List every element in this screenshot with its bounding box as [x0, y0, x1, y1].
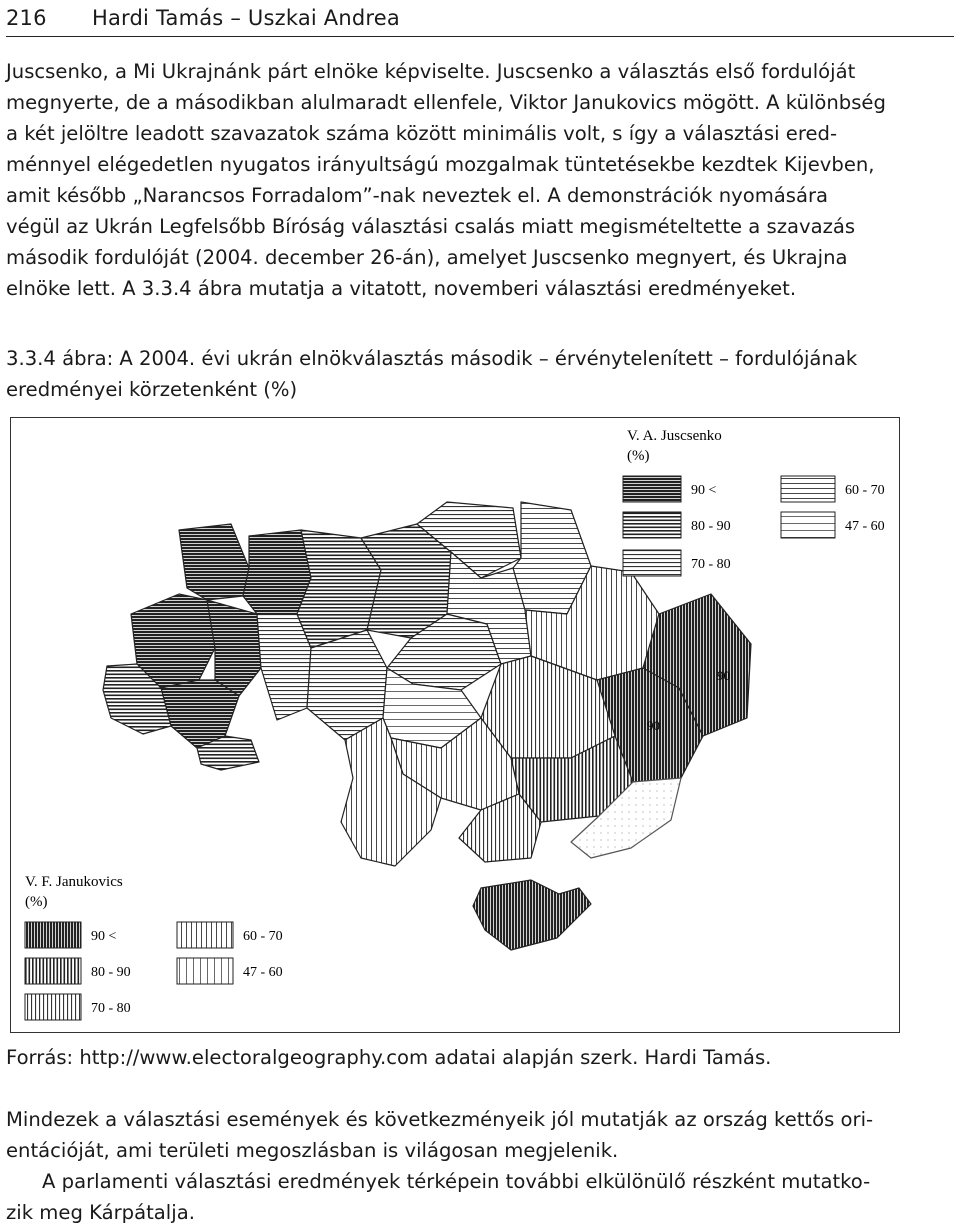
map-label-luhansk: 90 [717, 668, 730, 683]
text-line: a két jelöltre leadott szavazatok száma között minimális volt, s így a választási ered- [6, 122, 838, 145]
text-line: Mindezek a választási események és következményeik jól mutatják az ország kettős ori- [6, 1108, 874, 1131]
region-crimea [473, 880, 591, 950]
legend-swatch [25, 994, 81, 1020]
ukraine-map [11, 418, 899, 1032]
legend-swatch [623, 550, 681, 576]
map-label-donetsk: 90 [647, 718, 660, 733]
legend-swatch [623, 512, 681, 538]
legend-label: 47 - 60 [243, 965, 283, 980]
page-number: 216 [6, 6, 47, 30]
body-paragraph-3 [6, 1166, 954, 1228]
text-line: második fordulóját (2004. december 26-án), amelyet Juscsenko megnyert, és Ukrajna [6, 246, 848, 269]
legend-swatch [25, 922, 81, 948]
text-line: végül az Ukrán Legfelsőbb Bíróság választási csalás miatt megismételtette a szavazás [6, 215, 856, 238]
legend-title: V. A. Juscsenko [627, 428, 722, 444]
text-line: ménnyel elégedetlen nyugatos irányultságú mozgalmak tüntetésekbe kezdtek Kijevben, [6, 153, 875, 176]
caption-line: 3.3.4 ábra: A 2004. évi ukrán elnökválasztás második – érvénytelenített – fordulójának [6, 347, 858, 370]
region-rivne [243, 530, 311, 614]
legend-swatch [25, 958, 81, 984]
legend-unit: (%) [627, 448, 650, 464]
body-paragraph-1 [6, 56, 954, 304]
running-header [6, 0, 954, 37]
legend-swatch [623, 476, 681, 502]
legend-label: 60 - 70 [243, 929, 283, 944]
legend-label: 80 - 90 [691, 519, 731, 534]
figure-caption [6, 343, 954, 405]
election-map-figure [10, 417, 900, 1033]
legend-yanukovych [25, 874, 283, 1020]
body-paragraph-2 [6, 1104, 954, 1166]
region-volyn [179, 524, 249, 600]
text-line: amit később „Narancsos Forradalom”-nak neveztek el. A demonstrációk nyomására [6, 184, 829, 207]
text-line: entációját, ami területi megoszlásban is világosan megjelenik. [6, 1139, 619, 1162]
legend-label: 80 - 90 [91, 965, 131, 980]
text-line: zik meg Kárpátalja. [6, 1201, 195, 1224]
legend-swatch [177, 958, 233, 984]
legend-swatch [781, 476, 835, 502]
text-line: A parlamenti választási eredmények térképein további elkülönülő részként mutatko- [42, 1170, 871, 1193]
text-line: Juscsenko, a Mi Ukrajnánk párt elnöke képviselte. Juscsenko a választás első fordulóját [6, 60, 856, 83]
legend-label: 47 - 60 [845, 519, 885, 534]
figure-source: Forrás: http://www.electoralgeography.com adatai alapján szerk. Hardi Tamás. [6, 1046, 772, 1069]
legend-yushchenko [623, 428, 885, 576]
legend-swatch [177, 922, 233, 948]
text-line: megnyerte, de a másodikban alulmaradt ellenfele, Viktor Janukovics mögött. A különbség [6, 91, 886, 114]
legend-label: 70 - 80 [691, 557, 731, 572]
legend-label: 70 - 80 [91, 1001, 131, 1016]
legend-label: 90 < [691, 483, 717, 498]
caption-line: eredményei körzetenként (%) [6, 378, 298, 401]
header-authors: Hardi Tamás – Uszkai Andrea [92, 6, 400, 30]
text-line: elnöke lett. A 3.3.4 ábra mutatja a vitatott, novemberi választási eredményeket. [6, 277, 797, 300]
legend-swatch [781, 512, 835, 538]
legend-label: 60 - 70 [845, 483, 885, 498]
legend-unit: (%) [25, 894, 48, 910]
legend-title: V. F. Janukovics [25, 874, 123, 890]
legend-label: 90 < [91, 929, 117, 944]
